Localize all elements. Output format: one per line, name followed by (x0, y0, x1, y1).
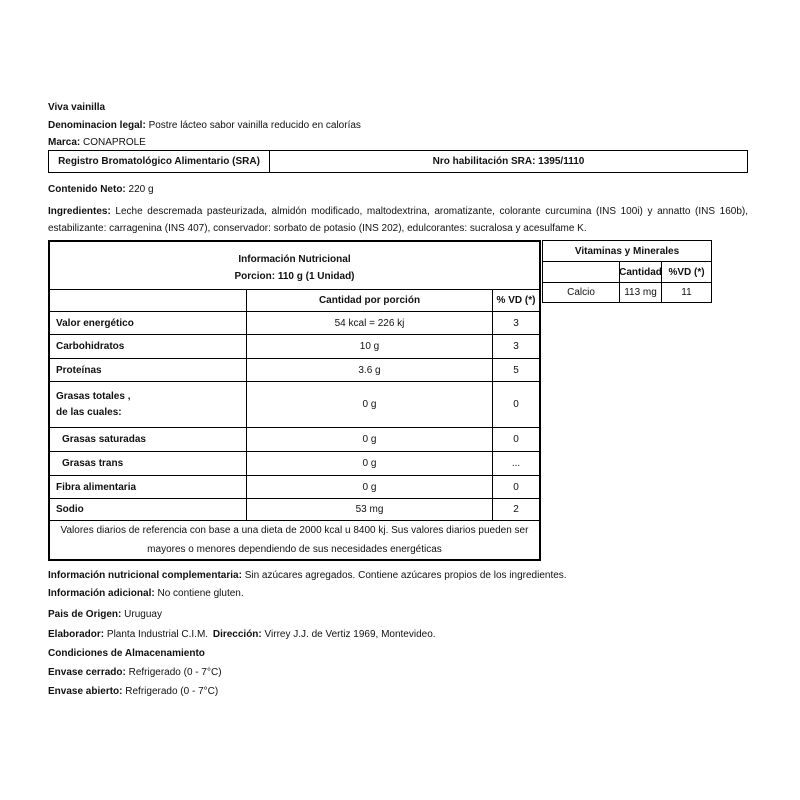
nutrient-vd: 0 (513, 481, 519, 493)
nutrition-footnote: Valores diarios de referencia con base a una dieta de 2000 kcal u 8400 kj. Sus valores diarios pueden ser mayores o menores dependiendo de sus necesidades energéticas (60, 525, 529, 555)
nutrient-quantity: 10 g (247, 335, 493, 358)
vitamins-header (543, 241, 711, 262)
nutrition-column-headers (50, 290, 539, 312)
nutrient-vd: 0 (513, 434, 519, 445)
nutrient-name: Grasas saturadas (50, 428, 247, 451)
ingredients-value: Leche descremada pasteurizada, almidón modificado, maltodextrina, aromatizante, colorante curcumina (INS 100i) y annatto (INS 160b), estabilizante: carragenina (INS 407), conservador: sorbato de potasio (INS 202), edulcorantes: sucralosa y acesulfame K. (48, 206, 748, 234)
storage-closed-label: Envase cerrado: (48, 667, 126, 678)
table-row (543, 283, 711, 302)
complementary-info-value: Sin azúcares agregados. Contiene azúcares propios de los ingredientes. (244, 570, 567, 581)
nutrient-quantity: 53 mg (247, 499, 493, 520)
nutrient-vd: 2 (513, 504, 519, 515)
nutrient-name-line1: Grasas totales , (56, 390, 131, 402)
table-row (50, 312, 539, 335)
legal-denomination-value: Postre lácteo sabor vainilla reducido en calorías (148, 120, 361, 131)
nutrition-header (50, 242, 539, 290)
vitamins-column-headers (543, 262, 711, 283)
maker-value: Planta Industrial C.I.M. (106, 629, 209, 640)
table-row (50, 359, 539, 382)
address-value: Virrey J.J. de Vertiz 1969, Montevideo. (264, 629, 436, 640)
col-header-vd: % VD (*) (496, 295, 536, 306)
nutrient-vd: 3 (513, 341, 519, 352)
additional-info-value: No contiene gluten. (157, 588, 244, 599)
nutrient-quantity: 54 kcal = 226 kj (247, 312, 493, 334)
origin (48, 609, 162, 621)
vitamins-col-vd: %VD (*) (668, 266, 705, 278)
nutrient-vd: 0 (513, 399, 519, 410)
nutrient-quantity: 3.6 g (247, 359, 493, 381)
nutrient-vd: 3 (513, 317, 519, 329)
nutrient-name: Valor energético (50, 312, 247, 334)
product-name: Viva vainilla (48, 102, 106, 113)
nutrition-footnote-row (50, 521, 539, 559)
nutrient-quantity: 0 g (247, 382, 493, 427)
brand-value: CONAPROLE (83, 137, 146, 148)
nutrient-name-line2: de las cuales: (56, 406, 122, 418)
additional-info-label: Información adicional: (48, 588, 155, 599)
vitamins-table (542, 240, 712, 303)
nutrient-vd: ... (511, 458, 521, 469)
net-content (48, 184, 154, 196)
brand (48, 137, 146, 149)
net-content-label: Contenido Neto: (48, 184, 126, 195)
storage-title: Condiciones de Almacenamiento (48, 648, 205, 659)
storage-closed-value: Refrigerado (0 - 7°C) (128, 667, 222, 678)
vitamin-vd: 11 (681, 287, 692, 298)
net-content-value: 220 g (128, 184, 154, 195)
nutrition-title: Información Nutricional (238, 254, 351, 265)
vitamin-quantity: 113 mg (620, 283, 662, 302)
complementary-info-label: Información nutricional complementaria: (48, 570, 242, 581)
registro-left: Registro Bromatológico Alimentario (SRA) (49, 151, 270, 172)
nutrient-name: Carbohidratos (50, 335, 247, 358)
nutrient-quantity: 0 g (247, 428, 493, 451)
complementary-info (48, 570, 567, 582)
nutrient-quantity: 0 g (247, 452, 493, 475)
legal-denomination-label: Denominacion legal: (48, 120, 146, 131)
nutrient-name: Fibra alimentaria (50, 476, 247, 498)
table-row (50, 499, 539, 521)
address-label: Dirección: (212, 629, 262, 640)
table-row (50, 335, 539, 359)
table-row (50, 452, 539, 476)
ingredients (48, 203, 748, 237)
vitamin-name: Calcio (543, 283, 620, 302)
table-row (50, 382, 539, 428)
table-row (50, 476, 539, 499)
ingredients-label: Ingredientes: (48, 206, 111, 217)
legal-denomination (48, 120, 361, 132)
col-header-quantity: Cantidad por porción (247, 290, 493, 311)
nutrient-name: Proteínas (50, 359, 247, 381)
vitamins-col-name (543, 262, 620, 282)
maker (48, 629, 436, 641)
nutrient-vd: 5 (513, 364, 519, 376)
nutrient-quantity: 0 g (247, 476, 493, 498)
table-row (50, 428, 539, 452)
nutrient-name (50, 382, 247, 427)
storage-open (48, 686, 218, 698)
nutrition-table (48, 240, 541, 561)
registro-table (48, 150, 748, 173)
col-header-nutrient (50, 290, 247, 311)
storage-closed (48, 667, 222, 679)
origin-label: Pais de Origen: (48, 609, 122, 620)
registro-right: Nro habilitación SRA: 1395/1110 (432, 156, 585, 167)
vitamins-title: Vitaminas y Minerales (574, 245, 680, 257)
additional-info (48, 588, 244, 600)
nutrition-portion: Porcion: 110 g (1 Unidad) (234, 271, 355, 282)
nutrient-name: Sodio (50, 499, 247, 520)
vitamins-col-quantity: Cantidad (620, 262, 662, 282)
nutrient-name: Grasas trans (50, 452, 247, 475)
storage-open-label: Envase abierto: (48, 686, 123, 697)
brand-label: Marca: (48, 137, 81, 148)
maker-label: Elaborador: (48, 629, 105, 640)
origin-value: Uruguay (124, 609, 162, 620)
storage-open-value: Refrigerado (0 - 7°C) (125, 686, 219, 697)
